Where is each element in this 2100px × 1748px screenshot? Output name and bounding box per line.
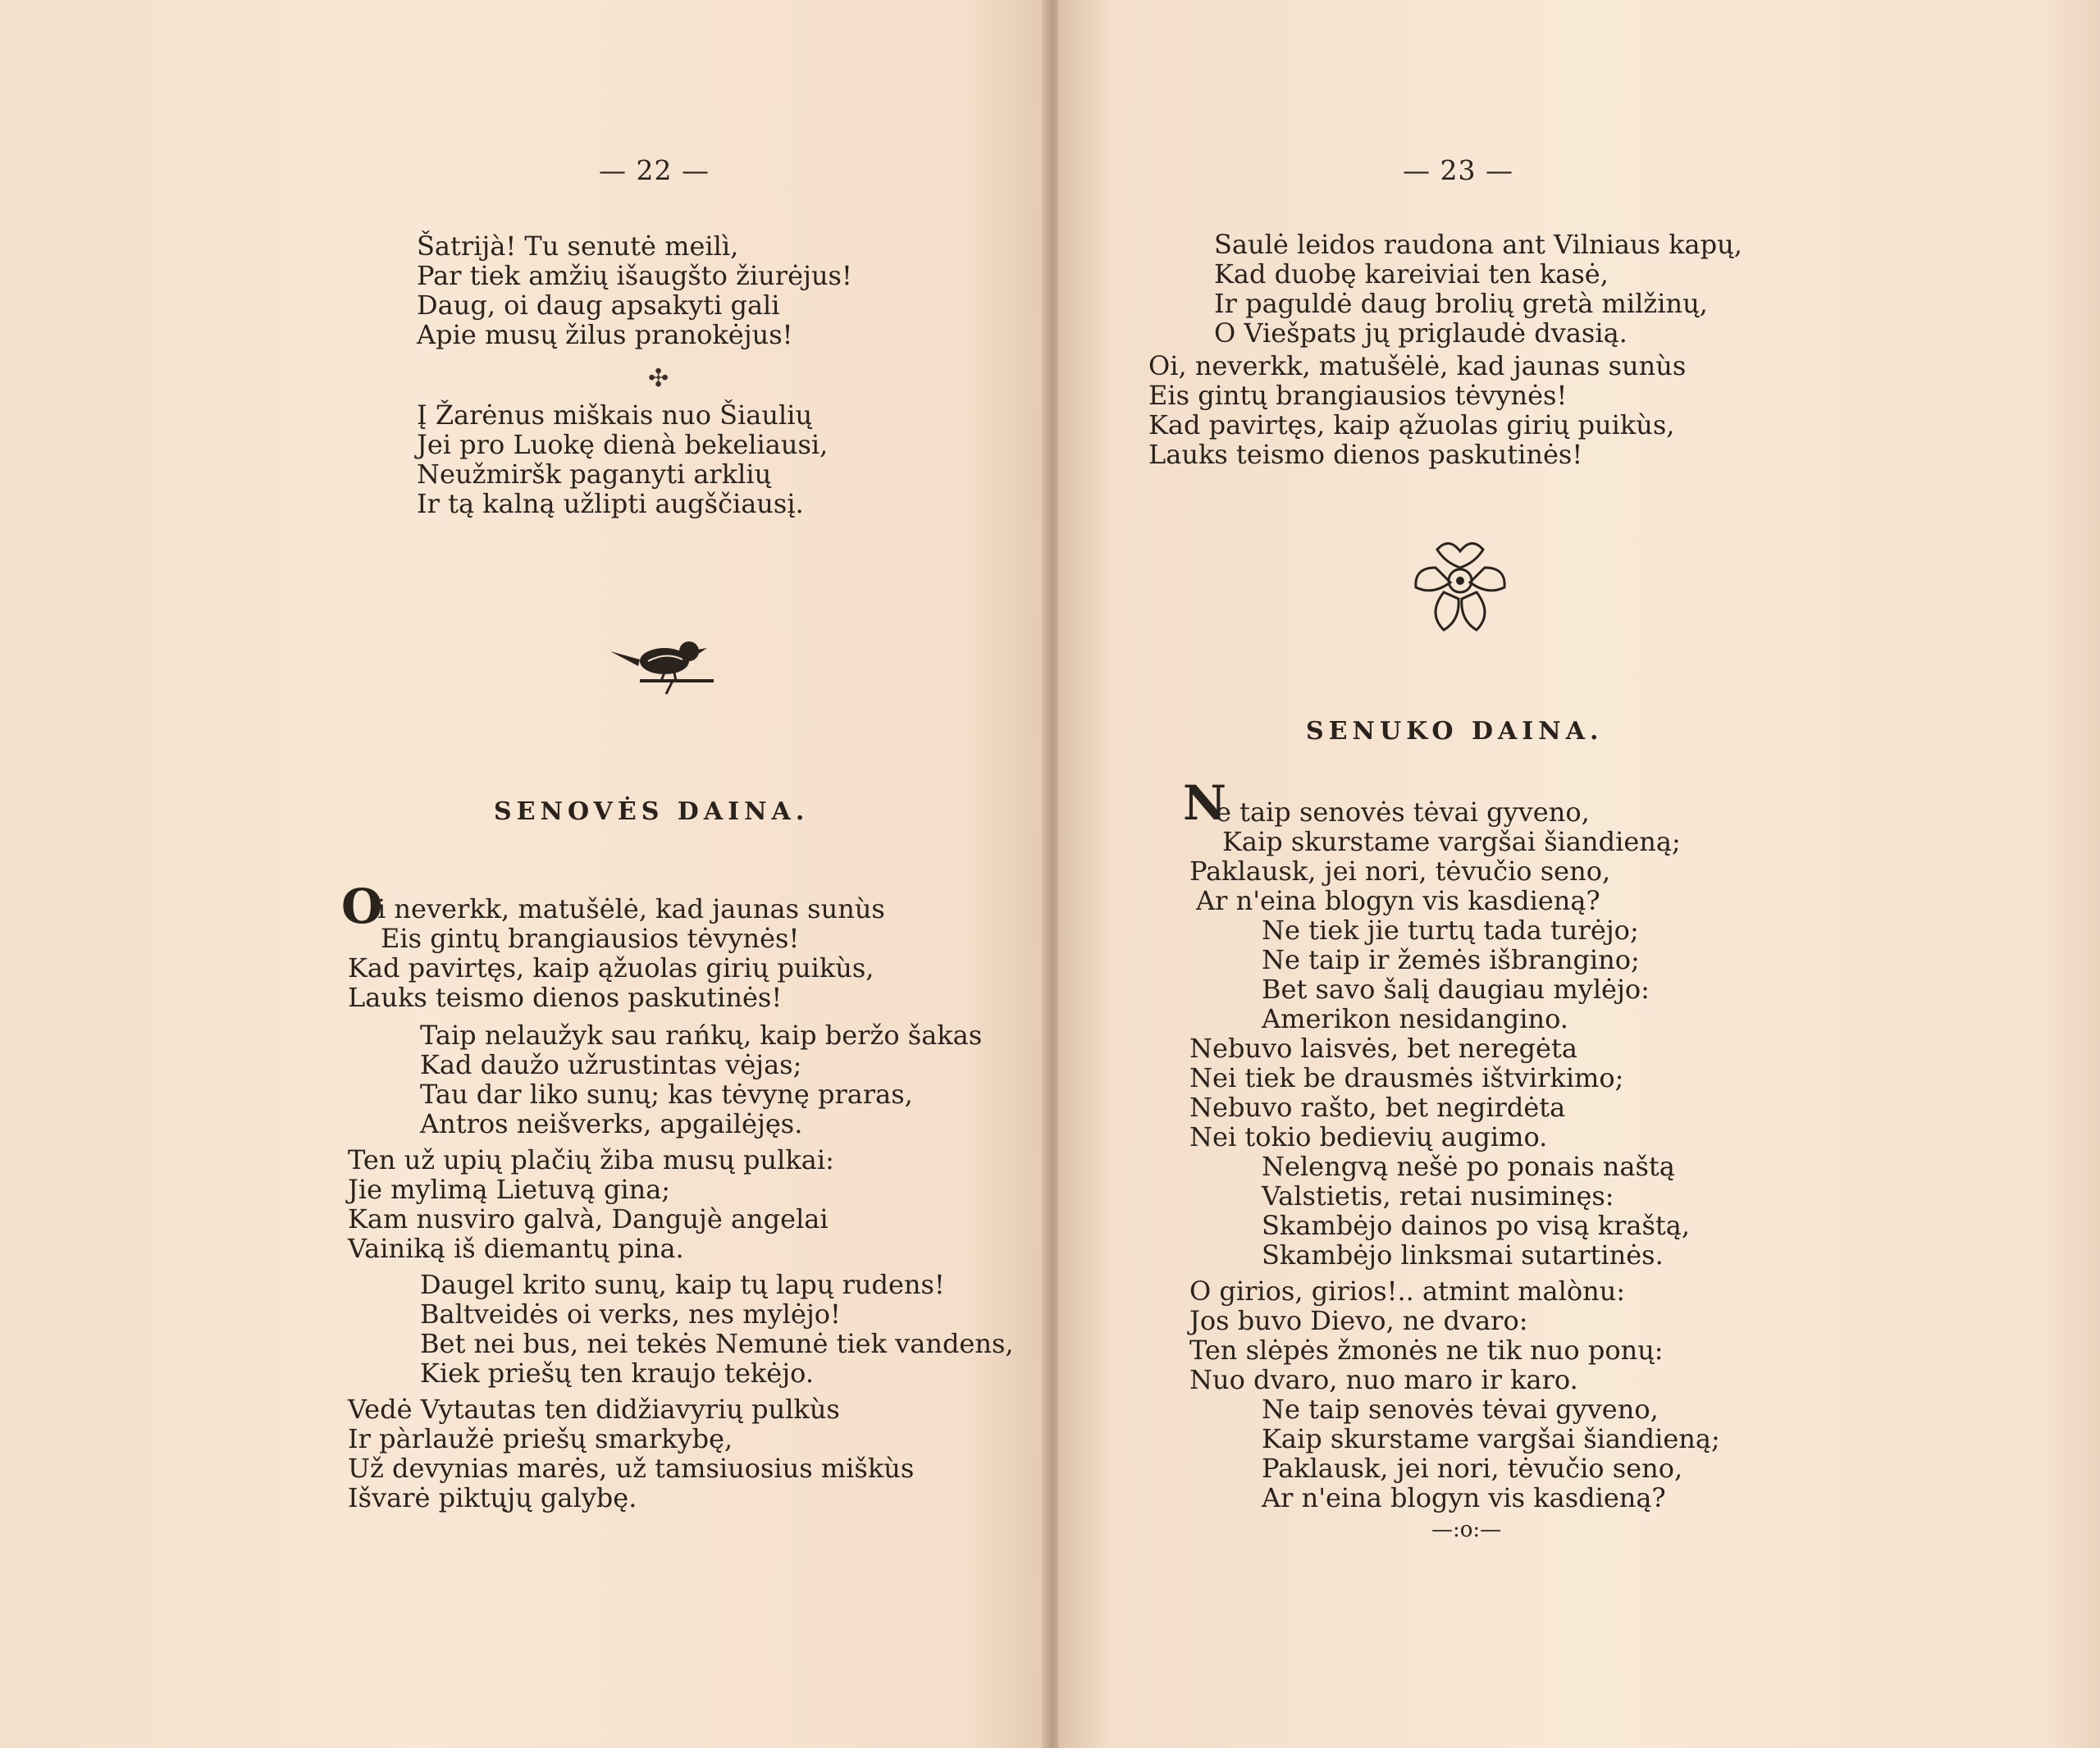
verse-line: Jos buvo Dievo, ne dvaro: — [1189, 1305, 1528, 1336]
verse-line: Neužmiršk paganyti arklių — [417, 459, 772, 490]
flower-icon — [1403, 535, 1518, 641]
verse-line: Vedė Vytautas ten didžiavyrių pulkùs — [348, 1394, 840, 1425]
page-number-left: — 22 — — [599, 154, 710, 186]
verse-line: Taip nelaužyk sau rańkų, kaip beržo šakas — [420, 1020, 983, 1051]
verse-line: Išvarė piktųjų galybę. — [348, 1482, 637, 1513]
stanza-1 — [1189, 797, 1681, 915]
verse-line: e taip senovės tėvai gyveno, — [1216, 796, 1590, 828]
verse-line: Ir pàrlaužė priešų smarkybę, — [348, 1423, 733, 1454]
verse-line: Kiek priešų ten kraujo tekėjo. — [420, 1358, 815, 1389]
verse-line: Nebuvo rašto, bet negirdėta — [1189, 1092, 1566, 1123]
verse-line: Kaip skurstame vargšai šiandieną; — [1222, 826, 1681, 857]
verse-line: Šatrijà! Tu senutė meilì, — [417, 230, 739, 262]
verse-line: Ten už upių plačių žiba musų pulkai: — [348, 1144, 834, 1175]
stanza-satrija — [417, 231, 852, 349]
verse-line: Jei pro Luokę dienà bekeliausi, — [417, 429, 829, 460]
verse-line: Tau dar liko sunų; kas tėvynę praras, — [420, 1079, 913, 1110]
drop-cap-o: O — [341, 879, 383, 934]
left-page — [0, 0, 1048, 1748]
stanza-refrain — [1148, 351, 1686, 469]
verse-line: Saulė leidos raudona ant Vilniaus kapų, — [1214, 229, 1742, 260]
verse-line: Apie musų žilus pranokėjus! — [417, 319, 793, 350]
stanza-1 — [348, 894, 885, 1012]
verse-line: Ar n'eina blogyn vis kasdieną? — [1262, 1482, 1666, 1513]
verse-line: Baltveidės oi verks, nes mylėjo! — [420, 1298, 841, 1330]
page-number-right: — 23 — — [1403, 154, 1513, 186]
verse-line: Už devynias marės, už tamsiuosius miškùs — [348, 1453, 915, 1484]
stanza-2 — [1189, 915, 1650, 1034]
verse-line: Ten slėpės žmonės ne tik nuo ponų: — [1189, 1335, 1664, 1366]
bird-icon — [607, 623, 722, 697]
verse-line: Nebuvo laisvės, bet neregėta — [1189, 1033, 1577, 1064]
verse-line: Ne taip senovės tėvai gyveno, — [1262, 1394, 1659, 1425]
verse-line: Paklausk, jei nori, tėvučio seno, — [1262, 1453, 1683, 1484]
verse-line: Nuo dvaro, nuo maro ir karo. — [1189, 1364, 1578, 1395]
verse-line: Lauks teismo dienos paskutinės! — [348, 982, 783, 1013]
verse-line: Kad daužo užrustintas vėjas; — [420, 1049, 802, 1080]
verse-line: Jie mylimą Lietuvą gina; — [348, 1174, 671, 1205]
stanza-4 — [1189, 1152, 1690, 1270]
verse-line: Kad pavirtęs, kaip ąžuolas girių puikùs, — [348, 952, 874, 984]
right-page — [1058, 0, 2100, 1748]
verse-line: Kad duobę kareiviai ten kasė, — [1214, 258, 1609, 290]
verse-line: Ne tiek jie turtų tada turėjo; — [1262, 915, 1639, 946]
verse-line: Nei tokio bedievių augimo. — [1189, 1121, 1548, 1152]
verse-line: Kaip skurstame vargšai šiandieną; — [1262, 1423, 1720, 1454]
stanza-4 — [348, 1270, 1014, 1388]
verse-line: Ar n'eina blogyn vis kasdieną? — [1196, 885, 1600, 916]
verse-line: i neverkk, matušėlė, kad jaunas sunùs — [377, 893, 885, 924]
verse-line: Daugel krito sunų, kaip tų lapų rudens! — [420, 1269, 945, 1300]
drop-cap-n: N — [1183, 775, 1227, 831]
verse-line: O girios, girios!.. atmint malònu: — [1189, 1276, 1626, 1307]
verse-line: Vainiką iš diemantų pina. — [348, 1233, 684, 1264]
stanza-3 — [348, 1145, 834, 1263]
verse-line: Į Žarėnus miškais nuo Šiaulių — [417, 399, 813, 431]
verse-line: Daug, oi daug apsakyti gali — [417, 290, 780, 321]
verse-line: Ir paguldė daug brolių gretà milžinų, — [1214, 288, 1708, 319]
verse-line: Antros neišverks, apgailėjęs. — [420, 1108, 803, 1139]
stanza-vilnius — [1214, 230, 1742, 348]
verse-line: Ne taip ir žemės išbrangino; — [1262, 944, 1640, 975]
verse-line: Valstietis, retai nusiminęs: — [1262, 1180, 1614, 1212]
verse-line: Nei tiek be drausmės ištvirkimo; — [1189, 1062, 1624, 1093]
verse-line: Lauks teismo dienos paskutinės! — [1148, 439, 1583, 470]
verse-line: Paklausk, jei nori, tėvučio seno, — [1189, 856, 1611, 887]
verse-line: Skambėjo linksmai sutartinės. — [1262, 1239, 1664, 1271]
verse-line: Kam nusviro galvà, Dangujè angelai — [348, 1203, 829, 1235]
verse-line: Kad pavirtęs, kaip ąžuolas girių puikùs, — [1148, 409, 1675, 440]
verse-line: Eis gintų brangiausios tėvynės! — [381, 923, 800, 954]
verse-line: Bet nei bus, nei tekės Nemunė tiek vandens, — [420, 1328, 1014, 1359]
separator-ornament: ✣ — [648, 364, 669, 393]
verse-line: Ir tą kalną užlipti augščiausį. — [417, 488, 804, 519]
verse-line: Par tiek amžių išaugšto žiurėjus! — [417, 260, 852, 291]
verse-line: Eis gintų brangiausios tėvynės! — [1148, 380, 1568, 411]
stanza-5 — [348, 1394, 914, 1513]
poem-title-senoves-daina: SENOVĖS DAINA. — [494, 797, 810, 826]
stanza-zarenai — [417, 400, 828, 518]
verse-line: Nelengvą nešė po ponais naštą — [1262, 1151, 1675, 1182]
stanza-2 — [348, 1020, 982, 1139]
end-divider: —:o:— — [1431, 1518, 1502, 1542]
stanza-5 — [1189, 1276, 1664, 1394]
verse-line: Bet savo šalį daugiau mylėjo: — [1262, 974, 1650, 1005]
verse-line: Amerikon nesidangino. — [1262, 1003, 1568, 1034]
verse-line: Skambėjo dainos po visą kraštą, — [1262, 1210, 1690, 1241]
verse-line: Oi, neverkk, matušėlė, kad jaunas sunùs — [1148, 350, 1687, 381]
stanza-6 — [1189, 1394, 1720, 1513]
poem-title-senuko-daina: SENUKO DAINA. — [1306, 717, 1604, 746]
stanza-3 — [1189, 1034, 1623, 1152]
verse-line: O Viešpats jų priglaudė dvasią. — [1214, 317, 1628, 349]
